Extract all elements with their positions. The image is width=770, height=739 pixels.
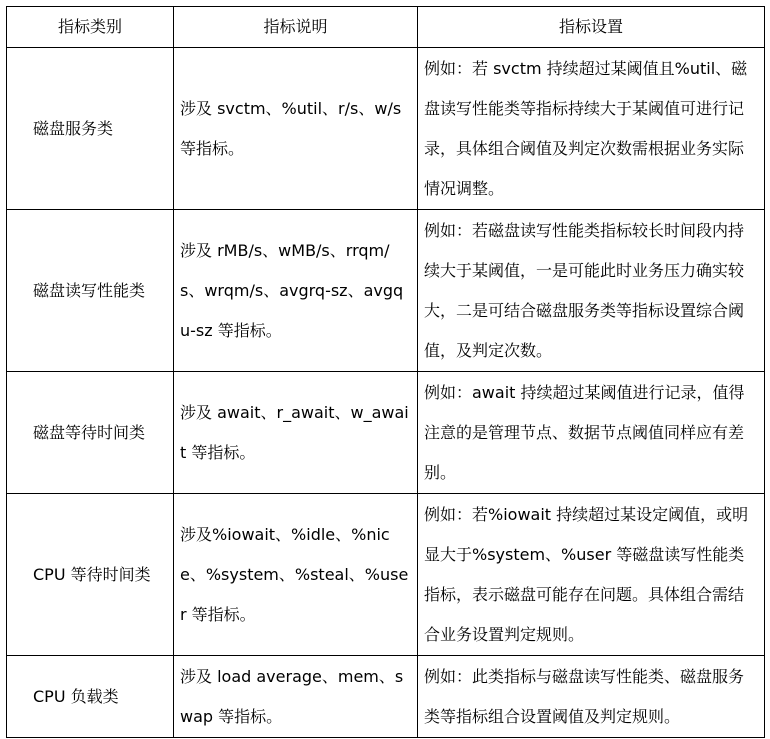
table-row	[7, 210, 765, 372]
category-cell: CPU 等待时间类	[7, 494, 174, 656]
setting-cell: 例如：若%iowait 持续超过某设定阈值，或明显大于%system、%user 等磁盘读写性能类指标，表示磁盘可能存在问题。具体组合需结合业务设置判定规则。	[418, 494, 765, 656]
description-cell: 涉及 rMB/s、wMB/s、rrqm/s、wrqm/s、avgrq-sz、avgqu-sz 等指标。	[174, 210, 418, 372]
category-cell: 磁盘读写性能类	[7, 210, 174, 372]
table-row	[7, 48, 765, 210]
header-description: 指标说明	[174, 7, 418, 48]
header-category: 指标类别	[7, 7, 174, 48]
setting-cell: 例如：此类指标与磁盘读写性能类、磁盘服务类等指标组合设置阈值及判定规则。	[418, 656, 765, 738]
category-cell: CPU 负载类	[7, 656, 174, 738]
setting-cell: 例如：若 svctm 持续超过某阈值且%util、磁盘读写性能类等指标持续大于某阈值可进行记录，具体组合阈值及判定次数需根据业务实际情况调整。	[418, 48, 765, 210]
metrics-table	[6, 6, 765, 738]
description-cell: 涉及%iowait、%idle、%nice、%system、%steal、%user 等指标。	[174, 494, 418, 656]
description-cell: 涉及 await、r_await、w_await 等指标。	[174, 372, 418, 494]
header-row	[7, 7, 765, 48]
table-row	[7, 494, 765, 656]
setting-cell: 例如：await 持续超过某阈值进行记录，值得注意的是管理节点、数据节点阈值同样应有差别。	[418, 372, 765, 494]
description-cell: 涉及 svctm、%util、r/s、w/s 等指标。	[174, 48, 418, 210]
table-row	[7, 372, 765, 494]
header-setting: 指标设置	[418, 7, 765, 48]
description-cell: 涉及 load average、mem、swap 等指标。	[174, 656, 418, 738]
category-cell: 磁盘服务类	[7, 48, 174, 210]
category-cell: 磁盘等待时间类	[7, 372, 174, 494]
table-row	[7, 656, 765, 738]
setting-cell: 例如：若磁盘读写性能类指标较长时间段内持续大于某阈值，一是可能此时业务压力确实较大，二是可结合磁盘服务类等指标设置综合阈值，及判定次数。	[418, 210, 765, 372]
